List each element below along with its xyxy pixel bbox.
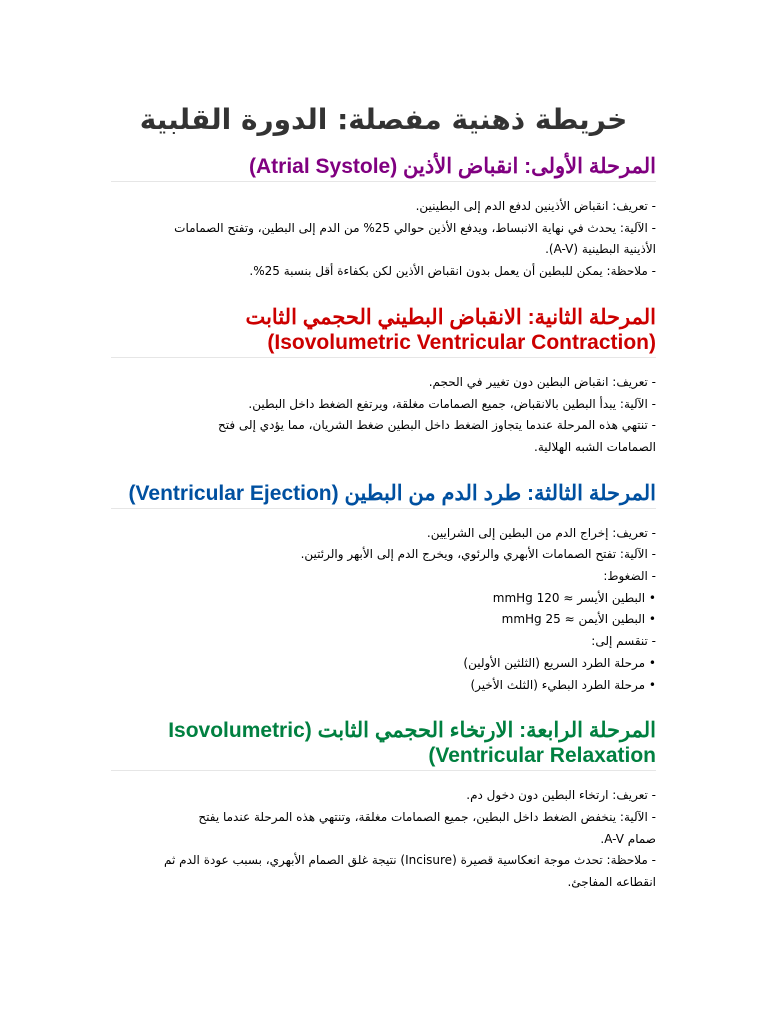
bullet-line: • البطين الأيسر ≈ 120 mmHg <box>492 590 656 605</box>
text-line: - تعريف: انقباض الأذينين لدفع الدم إلى البطينين. <box>415 199 656 213</box>
section-isovolumetric-contraction <box>111 305 656 459</box>
text-line: - الضغوط: <box>603 569 656 584</box>
section-isovolumetric-relaxation <box>111 718 656 894</box>
section-body <box>111 196 656 283</box>
text-line: - تعريف: ارتخاء البطين دون دخول دم. <box>466 788 656 803</box>
text-line: - تعريف: انقباض البطين دون تغيير في الحجم. <box>428 374 656 389</box>
section-heading-ventricular-ejection: المرحلة الثالثة: طرد الدم من البطين (Ventricular Ejection) <box>111 481 656 509</box>
text-line: صمام A-V. <box>600 831 656 846</box>
section-heading-isovolumetric-relaxation: المرحلة الرابعة: الارتخاء الحجمي الثابت (Isovolumetric Ventricular Relaxation) <box>111 718 656 771</box>
section-heading-isovolumetric-contraction: المرحلة الثانية: الانقباض البطيني الحجمي الثابت (Isovolumetric Ventricular Contraction) <box>111 305 656 358</box>
text-line: - الآلية: يحدث في نهاية الانبساط، ويدفع الأذين حوالي 25% من الدم إلى البطين، وتفتح الصمامات <box>174 220 656 235</box>
text-line: - تنقسم إلى: <box>591 634 656 649</box>
text-line: - ملاحظة: تحدث موجة انعكاسية قصيرة (Incisure) نتيجة غلق الصمام الأبهري، بسبب عودة الدم ثم <box>164 853 656 868</box>
text-line: - الآلية: تفتح الصمامات الأبهري والرئوي، ويخرج الدم إلى الأبهر والرئتين. <box>300 547 656 562</box>
text-line: الصمامات الشبه الهلالية. <box>534 439 656 454</box>
bullet-line: • مرحلة الطرد البطيء (الثلث الأخير) <box>470 677 656 692</box>
section-body <box>111 785 656 894</box>
text-line: الأذينية البطينية (A-V). <box>545 242 656 257</box>
bullet-line: • مرحلة الطرد السريع (الثلثين الأولين) <box>463 655 656 670</box>
section-body <box>111 372 656 459</box>
section-atrial-systole <box>111 154 656 283</box>
document <box>111 100 656 894</box>
text-line: - الآلية: ينخفض الضغط داخل البطين، جميع الصمامات مغلقة، وتنتهي هذه المرحلة عندما يفتح <box>198 809 656 824</box>
text-line: - ملاحظة: يمكن للبطين أن يعمل بدون انقباض الأذين لكن بكفاءة أقل بنسبة 25%. <box>249 264 656 279</box>
section-ventricular-ejection <box>111 481 656 697</box>
text-line: انقطاعه المفاجئ. <box>567 875 656 890</box>
section-heading-atrial-systole: المرحلة الأولى: انقباض الأذين (Atrial Systole) <box>111 154 656 182</box>
text-line: - تعريف: إخراج الدم من البطين إلى الشرايين. <box>426 525 656 540</box>
section-body <box>111 523 656 697</box>
text-line: - تنتهي هذه المرحلة عندما يتجاوز الضغط داخل البطين ضغط الشريان، مما يؤدي إلى فتح <box>218 418 656 433</box>
bullet-line: • البطين الأيمن ≈ 25 mmHg <box>501 612 656 627</box>
page-title: خريطة ذهنية مفصلة: الدورة القلبية <box>139 103 628 136</box>
text-line: - الآلية: يبدأ البطين بالانقباض، جميع الصمامات مغلقة، ويرتفع الضغط داخل البطين. <box>248 396 656 411</box>
